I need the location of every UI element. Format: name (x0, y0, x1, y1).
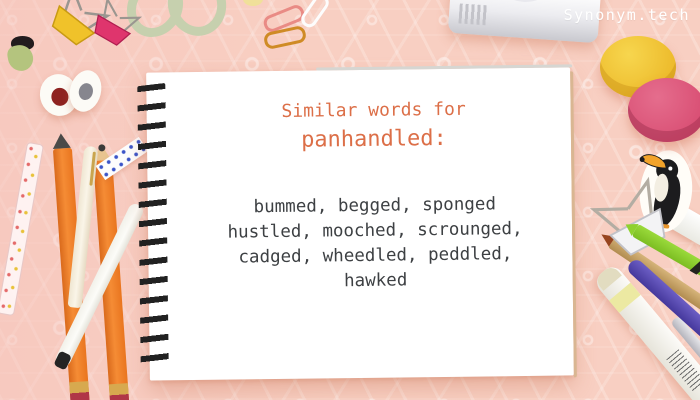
synonym-line: bummed, begged, sponged (253, 194, 497, 218)
synonym-list (192, 192, 559, 296)
eraser-gray-dot (77, 82, 95, 102)
site-logo: Synonym.tech (563, 6, 690, 24)
card-heading-line1: Similar words for (281, 98, 466, 122)
macaron-pink-icon (628, 78, 700, 142)
bird-figurine-icon (8, 36, 40, 72)
card-heading-word: panhandled: (300, 125, 447, 153)
eraser-red-dot (50, 86, 70, 107)
spiral-notebook (146, 67, 574, 380)
synonym-line: cadged, wheedled, peddled, (238, 244, 513, 268)
synonym-line: hustled, mooched, scrounged, (227, 219, 523, 243)
camera-lens-icon (490, 0, 560, 4)
notebook-page (147, 97, 573, 296)
pencil-lead (98, 144, 105, 151)
synonym-line: hawked (343, 270, 408, 292)
